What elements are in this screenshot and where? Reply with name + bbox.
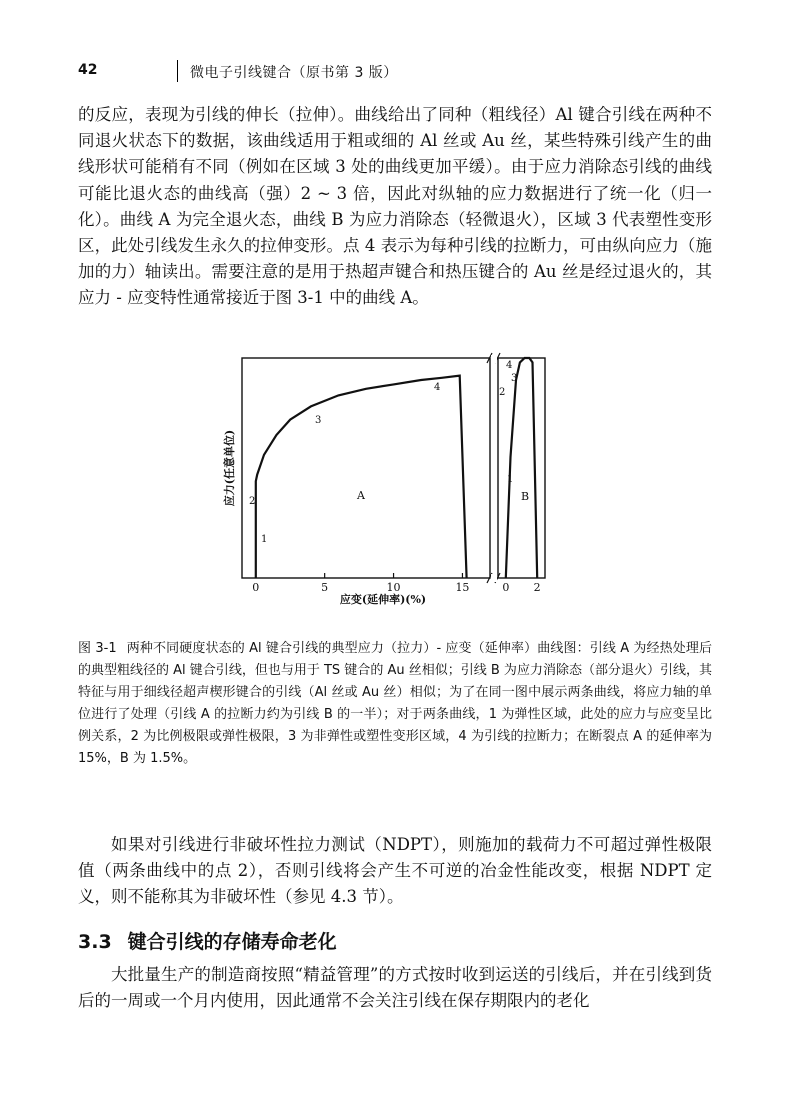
section-title: 键合引线的存储寿命老化 <box>127 931 337 953</box>
figure-caption <box>78 638 712 770</box>
y-axis-label: 应力(任意单位) <box>223 429 236 507</box>
curve-a-point-4: 4 <box>434 382 441 393</box>
body-paragraph-1: 的反应，表现为引线的伸长（拉伸）。曲线给出了同种（粗线径）Al 键合引线在两种不同退火状态下的数据，该曲线适用于粗或细的 Al 丝或 Au 丝，某些特殊引线产生的曲线形状可能稍有不同（例如在区域 3 处的曲线更加平缓）。由于应力消除态引线的曲线可能比退火态的曲线高（强）2 ~ 3 倍，因此对纵轴的应力数据进行了统一化（归一化）。曲线 A 为完全退火态，曲线 B 为应力消除态（轻微退火），区域 3 代表塑性变形区，此处引线发生永久的拉伸变形。点 4 表示为每种引线的拉断力，可由纵向应力（施加的力）轴读出。需要注意的是用于热超声键合和热压键合的 Au 丝是经过退火的，其应力 - 应变特性通常接近于图 3-1 中的曲线 A。 <box>78 105 712 308</box>
body-paragraph-2: 如果对引线进行非破坏性拉力测试（NDPT），则施加的载荷力不可超过弹性极限值（两条曲线中的点 2），否则引线将会产生不可逆的冶金性能改变，根据 NDPT 定义，则不能称其为非破坏性（参见 4.3 节）。 <box>78 835 712 907</box>
axis-break-bottom-gap <box>491 574 497 582</box>
x-left-tick-label-0: 0 <box>252 581 260 594</box>
page-header <box>78 60 712 84</box>
curve-a-line <box>256 376 467 578</box>
curve-a-label: A <box>357 489 365 502</box>
curve-a-point-3: 3 <box>315 415 322 426</box>
x-axis-label: 应变(延伸率)(%) <box>339 593 427 606</box>
curve-a-point-1: 1 <box>261 534 268 545</box>
body-paragraph-3: 大批量生产的制造商按照“精益管理”的方式按时收到运送的引线后，并在引线到货后的一周或一个月内使用，因此通常不会关注引线在保存期限内的老化 <box>78 965 712 1011</box>
stress-strain-figure <box>205 352 555 622</box>
page-number: 42 <box>78 62 98 78</box>
x-left-tick-label-10: 10 <box>386 581 401 594</box>
book-title: 微电子引线键合（原书第 3 版） <box>190 65 398 81</box>
curve-a-point-2: 2 <box>249 496 256 507</box>
plot-frame-left <box>242 358 490 578</box>
curve-b-line <box>506 358 537 578</box>
caption-text: 两种不同硬度状态的 Al 键合引线的典型应力（拉力）- 应变（延伸率）曲线图：引线 A 为经热处理后的典型粗线径的 Al 键合引线，但也与用于 TS 键合的 Au 丝相似；引线 B 为应力消除态（部分退火）引线，其特征与用于细线径超声楔形键合的引线（Al 丝或 Au 丝）相似；为了在同一图中展示两条曲线，将应力轴的单位进行了处理（引线 A 的拉断力约为引线 B 的一半）；对于两条曲线，1 为弹性区域，此处的应力与应变呈比例关系，2 为比例极限或弹性极限，3 为非弹性或塑性变形区域，4 为引线的拉断力；在断裂点 A 的延伸率为 15%，B 为 1.5%。 <box>78 641 712 766</box>
curve-b-label: B <box>521 490 530 503</box>
axis-break-top-gap <box>491 355 497 363</box>
curve-b-point-1: 1 <box>507 474 514 485</box>
section-heading <box>78 927 337 954</box>
header-divider <box>177 60 178 82</box>
caption-label: 图 3-1 <box>78 641 117 656</box>
x-left-tick-label-5: 5 <box>321 581 329 594</box>
curve-b-point-2: 2 <box>499 387 506 398</box>
curve-b-point-3: 3 <box>511 373 518 384</box>
x-left-tick-label-15: 15 <box>455 581 470 594</box>
curve-b-point-4: 4 <box>506 360 513 371</box>
x-right-tick-label-0: 0 <box>502 581 510 594</box>
x-right-tick-label-2: 2 <box>533 581 541 594</box>
section-number: 3.3 <box>78 931 112 953</box>
stress-strain-chart <box>205 352 555 622</box>
